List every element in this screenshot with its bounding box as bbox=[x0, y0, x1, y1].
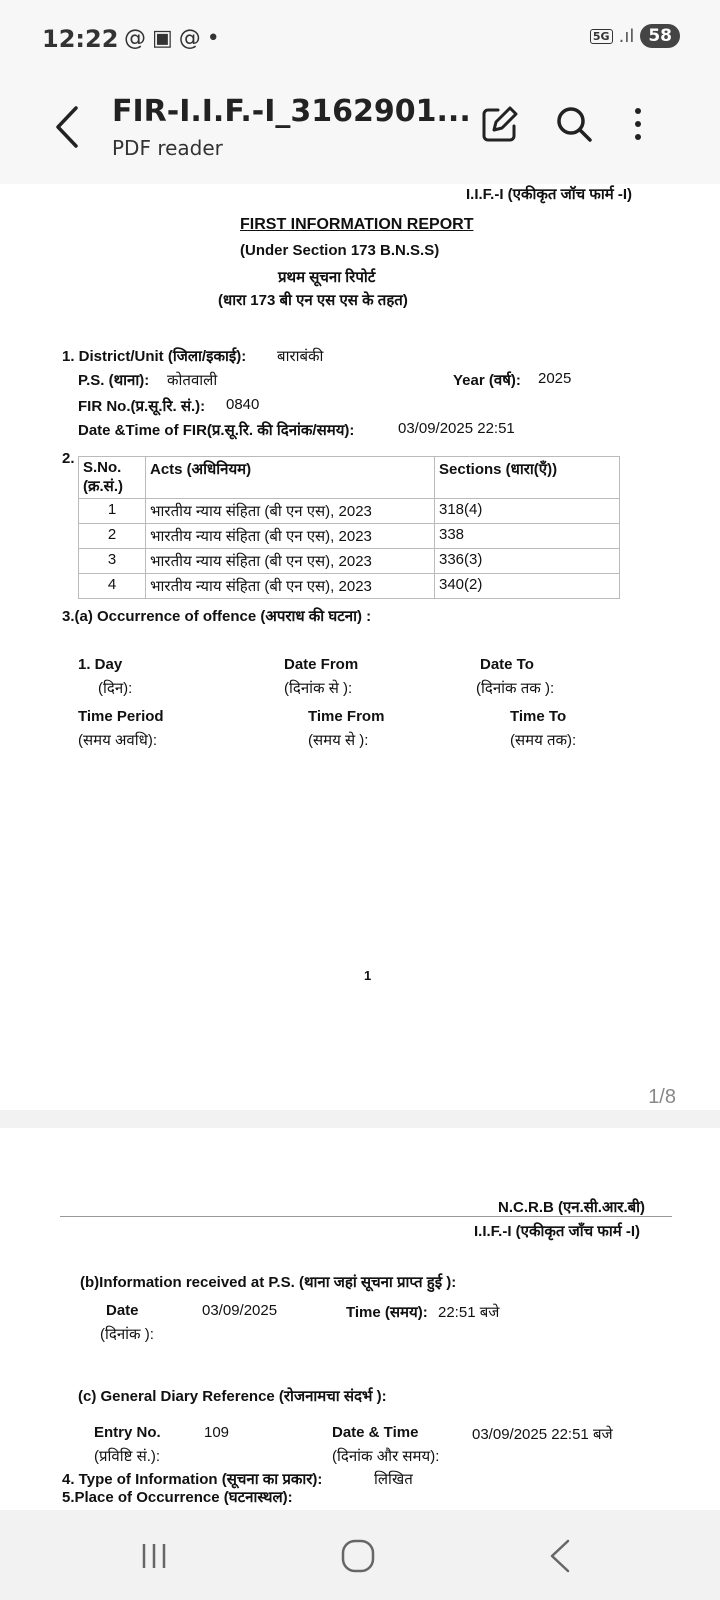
date-to-hindi: (दिनांक तक ): bbox=[476, 680, 555, 697]
time-period-hindi: (समय अवधि): bbox=[78, 732, 158, 749]
info-type-value: लिखित bbox=[374, 1471, 413, 1488]
gd-reference-label: (c) General Diary Reference (रोजनामचा संदर्भ ): bbox=[78, 1388, 387, 1405]
day-label: 1. Day bbox=[78, 656, 123, 673]
navigation-bar bbox=[0, 1510, 720, 1600]
notification-icons bbox=[124, 26, 226, 51]
year-value: 2025 bbox=[538, 370, 572, 387]
table-row bbox=[79, 524, 620, 549]
date-to-label: Date To bbox=[480, 656, 534, 673]
network-badge: 5G bbox=[590, 29, 613, 44]
info-type-label: 4. Type of Information (सूचना का प्रकार): bbox=[62, 1471, 323, 1488]
more-options-icon[interactable] bbox=[616, 102, 660, 146]
report-heading: FIRST INFORMATION REPORT bbox=[240, 216, 474, 233]
acts-header: Acts (अधिनियम) bbox=[146, 457, 435, 499]
signal-icon: .ıl bbox=[618, 25, 635, 47]
date-from-label: Date From bbox=[284, 656, 359, 673]
status-time: 12:22 bbox=[42, 25, 119, 53]
ps-value: कोतवाली bbox=[167, 372, 218, 389]
sno-cell: 2 bbox=[79, 524, 146, 549]
occurrence-label: 3.(a) Occurrence of offence (अपराध की घटना) : bbox=[62, 608, 372, 625]
info-received-label: (b)Information received at P.S. (थाना जहां सूचना प्राप्त हुई ): bbox=[80, 1274, 457, 1291]
edit-icon[interactable] bbox=[478, 102, 522, 146]
recent-apps-icon[interactable] bbox=[138, 1540, 170, 1572]
table-row bbox=[79, 549, 620, 574]
threads-icon: @ bbox=[178, 26, 207, 51]
time-to-hindi: (समय तक): bbox=[510, 732, 577, 749]
report-heading-hindi: प्रथम सूचना रिपोर्ट bbox=[278, 269, 376, 286]
section-cell: 340(2) bbox=[435, 574, 620, 599]
day-label-hindi: (दिन): bbox=[98, 680, 133, 697]
district-value: बाराबंकी bbox=[277, 348, 324, 365]
fir-datetime-value: 03/09/2025 22:51 bbox=[398, 420, 515, 437]
status-right bbox=[590, 24, 680, 48]
form-label: I.I.F.-I (एकीकृत जॉच फार्म -I) bbox=[466, 186, 633, 203]
sno-header: S.No. (क्र.सं.) bbox=[79, 457, 146, 499]
place-of-occurrence-label: 5.Place of Occurrence (घटनास्थल): bbox=[62, 1489, 293, 1506]
page-indicator: 1/8 bbox=[648, 1086, 676, 1108]
act-cell: भारतीय न्याय संहिता (बी एन एस), 2023 bbox=[146, 574, 435, 599]
ps-label: P.S. (थाना): bbox=[78, 372, 150, 389]
search-icon[interactable] bbox=[552, 102, 596, 146]
fir-datetime-label: Date &Time of FIR(प्र.सू.रि. की दिनांक/समय): bbox=[78, 422, 355, 439]
pdf-page-1[interactable] bbox=[0, 184, 720, 1110]
time-from-label: Time From bbox=[308, 708, 385, 725]
gd-datetime-value: 03/09/2025 22:51 बजे bbox=[472, 1426, 613, 1443]
sno-cell: 3 bbox=[79, 549, 146, 574]
under-section: (Under Section 173 B.N.S.S) bbox=[240, 242, 440, 259]
time-value: 22:51 बजे bbox=[438, 1304, 500, 1321]
time-period-label: Time Period bbox=[78, 708, 164, 725]
time-label: Time (समय): bbox=[346, 1304, 428, 1321]
under-section-hindi: (धारा 173 बी एन एस एस के तहत) bbox=[218, 292, 408, 309]
sno-cell: 4 bbox=[79, 574, 146, 599]
table-row bbox=[79, 499, 620, 524]
entry-no-hindi: (प्रविष्टि सं.): bbox=[94, 1448, 161, 1465]
act-cell: भारतीय न्याय संहिता (बी एन एस), 2023 bbox=[146, 524, 435, 549]
status-bar bbox=[0, 0, 720, 80]
dot-icon: • bbox=[206, 26, 226, 51]
sections-header: Sections (धारा(एँ)) bbox=[435, 457, 620, 499]
sno-cell: 1 bbox=[79, 499, 146, 524]
date-label: Date bbox=[106, 1302, 139, 1319]
acts-number: 2. bbox=[62, 450, 75, 467]
time-from-hindi: (समय से ): bbox=[308, 732, 369, 749]
time-to-label: Time To bbox=[510, 708, 567, 725]
battery-badge: 58 bbox=[640, 24, 680, 48]
act-cell: भारतीय न्याय संहिता (बी एन एस), 2023 bbox=[146, 549, 435, 574]
home-icon[interactable] bbox=[340, 1538, 376, 1574]
app-bar bbox=[0, 80, 720, 184]
screenshot-icon: ▣ bbox=[152, 26, 179, 51]
acts-table bbox=[78, 456, 620, 599]
ncrb-label: N.C.R.B (एन.सी.आर.बी) bbox=[498, 1199, 646, 1216]
divider bbox=[60, 1216, 672, 1217]
gd-datetime-hindi: (दिनांक और समय): bbox=[332, 1448, 440, 1465]
form-label-2: I.I.F.-I (एकीकृत जाँच फार्म -I) bbox=[474, 1223, 641, 1240]
section-cell: 336(3) bbox=[435, 549, 620, 574]
entry-no-label: Entry No. bbox=[94, 1424, 161, 1441]
document-title: FIR-I.I.F.-I_3162901... bbox=[112, 94, 471, 129]
date-from-hindi: (दिनांक से ): bbox=[284, 680, 353, 697]
gd-datetime-label: Date & Time bbox=[332, 1424, 419, 1441]
back-arrow-icon[interactable] bbox=[48, 102, 88, 152]
page-number: 1 bbox=[364, 968, 372, 983]
back-nav-icon[interactable] bbox=[546, 1538, 574, 1574]
fir-no-label: FIR No.(प्र.सू.रि. सं.): bbox=[78, 398, 206, 415]
date-value: 03/09/2025 bbox=[202, 1302, 278, 1319]
section-cell: 318(4) bbox=[435, 499, 620, 524]
entry-no-value: 109 bbox=[204, 1424, 230, 1441]
threads-icon: @ bbox=[124, 26, 152, 51]
act-cell: भारतीय न्याय संहिता (बी एन एस), 2023 bbox=[146, 499, 435, 524]
district-label: 1. District/Unit (जिला/इकाई): bbox=[62, 348, 247, 365]
app-subtitle: PDF reader bbox=[112, 136, 223, 160]
date-label-hindi: (दिनांक ): bbox=[100, 1326, 154, 1343]
fir-no-value: 0840 bbox=[226, 396, 260, 413]
section-cell: 338 bbox=[435, 524, 620, 549]
table-row bbox=[79, 574, 620, 599]
table-header-row bbox=[79, 457, 620, 499]
year-label: Year (वर्ष): bbox=[453, 372, 521, 389]
